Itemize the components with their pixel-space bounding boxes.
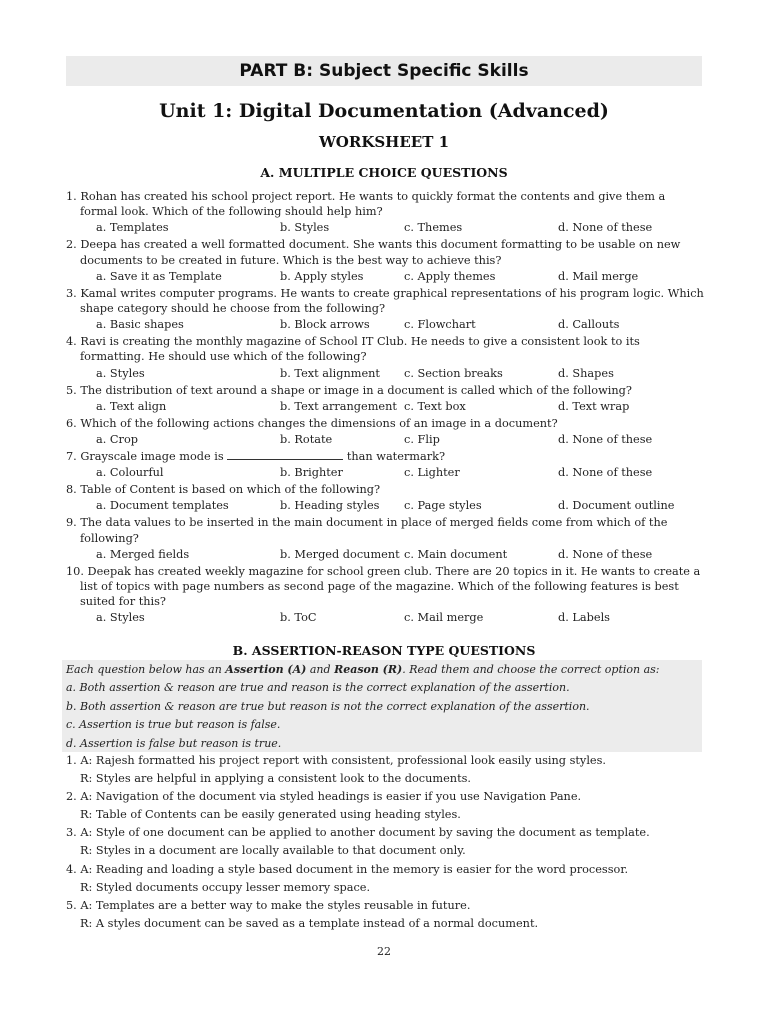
option-c: c. Main document bbox=[404, 547, 508, 561]
option-d: d. None of these bbox=[558, 433, 653, 447]
option-b: b. Block arrows bbox=[280, 318, 370, 332]
option-a: a. Merged fields bbox=[96, 547, 190, 561]
instruction-block bbox=[66, 661, 702, 753]
option-a: a. Save it as Template bbox=[96, 269, 222, 283]
question-stem: 9. The data values to be inserted in the main document in place of merged fields come from which of the following? bbox=[66, 516, 668, 545]
section-a-heading: A. MULTIPLE CHOICE QUESTIONS bbox=[260, 165, 508, 180]
reason-text: R: A styles document can be saved as a template instead of a normal document. bbox=[80, 916, 539, 930]
assertion-text: 2. A: Navigation of the document via styled headings is easier if you use Navigation Pane. bbox=[66, 790, 582, 804]
option-row bbox=[66, 268, 706, 286]
option-d: d. Document outline bbox=[558, 499, 675, 513]
option-b: b. Merged document bbox=[280, 547, 400, 561]
ar-question bbox=[66, 861, 706, 897]
question-stem: 1. Rohan has created his school project report. He wants to quickly format the contents and give them a formal look. Which of the following should help him? bbox=[66, 190, 666, 219]
assertion-text: 3. A: Style of one document can be applied to another document by saving the document as template. bbox=[66, 826, 650, 840]
fill-in-blank bbox=[227, 449, 343, 460]
mcq-question bbox=[66, 482, 706, 515]
question-stem: 4. Ravi is creating the monthly magazine of School IT Club. He needs to give a consistent look to its formatting. He should use which of the following? bbox=[66, 335, 640, 364]
option-a: a. Templates bbox=[96, 221, 169, 235]
option-b: b. ToC bbox=[280, 611, 317, 625]
mcq-question bbox=[66, 564, 706, 628]
reason-text: R: Styled documents occupy lesser memory space. bbox=[80, 880, 371, 894]
option-a: a. Colourful bbox=[96, 466, 164, 480]
option-c: c. Text box bbox=[404, 399, 466, 413]
mcq-question bbox=[66, 286, 706, 334]
question-stem: 5. The distribution of text around a shape or image in a document is called which of the following? bbox=[66, 383, 632, 397]
option-b: b. Heading styles bbox=[280, 499, 380, 513]
question-stem bbox=[66, 449, 706, 464]
option-d: d. None of these bbox=[558, 466, 653, 480]
worksheet-title: WORKSHEET 1 bbox=[318, 133, 450, 151]
option-c: c. Page styles bbox=[404, 499, 482, 513]
mcq-question bbox=[66, 237, 706, 285]
option-a: a. Crop bbox=[96, 433, 138, 447]
option-d: d. Shapes bbox=[558, 366, 614, 380]
instruction-text bbox=[66, 661, 702, 679]
assertion-reason-list bbox=[66, 752, 706, 933]
assertion-text: 1. A: Rajesh formatted his project report with consistent, professional look easily using styles. bbox=[66, 754, 607, 767]
option-c: c. Themes bbox=[404, 221, 463, 235]
option-d: d. Mail merge bbox=[558, 269, 639, 283]
question-stem: 6. Which of the following actions changes the dimensions of an image in a document? bbox=[66, 416, 558, 430]
choice-b: b. Both assertion & reason are true but reason is not the correct explanation of the assertion. bbox=[66, 699, 590, 713]
option-b: b. Text alignment bbox=[280, 366, 380, 380]
mcq-question bbox=[66, 515, 706, 563]
option-d: d. Callouts bbox=[558, 318, 620, 332]
mcq-question bbox=[66, 334, 706, 382]
stem-after-blank: than watermark? bbox=[346, 450, 446, 464]
option-c: c. Lighter bbox=[404, 466, 460, 480]
instruction-assertion: Assertion (A) bbox=[225, 663, 307, 676]
option-row bbox=[66, 316, 706, 334]
option-a: a. Styles bbox=[96, 611, 145, 625]
mcq-question bbox=[66, 449, 706, 482]
mcq-question bbox=[66, 189, 706, 237]
instruction-pre: Each question below has an bbox=[66, 663, 226, 676]
option-b: b. Rotate bbox=[280, 433, 333, 447]
reason-text: R: Styles in a document are locally available to that document only. bbox=[80, 844, 466, 858]
part-banner bbox=[66, 56, 702, 86]
option-row bbox=[66, 609, 706, 627]
option-row bbox=[66, 431, 706, 449]
option-a: a. Basic shapes bbox=[96, 318, 184, 332]
option-d: d. None of these bbox=[558, 221, 653, 235]
option-row bbox=[66, 464, 706, 482]
option-a: a. Text align bbox=[96, 399, 167, 413]
instruction-reason: Reason (R) bbox=[334, 663, 403, 676]
option-c: c. Section breaks bbox=[404, 366, 503, 380]
option-d: d. None of these bbox=[558, 547, 653, 561]
stem-before-blank: 7. Grayscale image mode is bbox=[66, 450, 224, 464]
instruction-post: . Read them and choose the correct option as: bbox=[402, 663, 660, 676]
reason-text: R: Table of Contents can be easily generated using heading styles. bbox=[80, 808, 461, 822]
option-b: b. Text arrangement bbox=[280, 399, 397, 413]
option-c: c. Flowchart bbox=[404, 318, 476, 332]
choice-d: d. Assertion is false but reason is true. bbox=[66, 736, 282, 750]
option-a: a. Document templates bbox=[96, 499, 229, 513]
option-b: b. Brighter bbox=[280, 466, 343, 480]
mcq-question bbox=[66, 416, 706, 449]
option-row bbox=[66, 546, 706, 564]
ar-question bbox=[66, 897, 706, 933]
option-b: b. Apply styles bbox=[280, 269, 364, 283]
option-c: c. Mail merge bbox=[404, 611, 484, 625]
reason-text: R: Styles are helpful in applying a consistent look to the documents. bbox=[80, 772, 471, 786]
question-stem: 10. Deepak has created weekly magazine for school green club. There are 20 topics in it. He wants to create a list of topics with page numbers as second page of the magazine. Which of the following features is best suited for this? bbox=[66, 564, 701, 609]
option-row bbox=[66, 497, 706, 515]
ar-question bbox=[66, 824, 706, 860]
section-b-heading: B. ASSERTION-REASON TYPE QUESTIONS bbox=[232, 643, 536, 658]
mcq-question bbox=[66, 383, 706, 416]
question-stem: 3. Kamal writes computer programs. He wants to create graphical representations of his program logic. Which shape category should he choose from the following? bbox=[66, 286, 704, 316]
mcq-list bbox=[66, 189, 706, 627]
option-b: b. Styles bbox=[280, 221, 330, 235]
choice-c: c. Assertion is true but reason is false. bbox=[66, 718, 281, 732]
option-d: d. Text wrap bbox=[558, 399, 630, 413]
option-row bbox=[66, 398, 706, 416]
page-number: 22 bbox=[377, 945, 391, 958]
ar-question bbox=[66, 752, 706, 788]
question-stem: 2. Deepa has created a well formatted document. She wants this document formatting to be usable on new documents to be created in future. Which is the best way to achieve this? bbox=[66, 238, 681, 267]
assertion-text: 4. A: Reading and loading a style based document in the memory is easier for the word processor. bbox=[66, 862, 629, 876]
instruction-mid: and bbox=[306, 663, 335, 676]
option-d: d. Labels bbox=[558, 611, 610, 625]
question-stem: 8. Table of Content is based on which of the following? bbox=[66, 483, 381, 497]
option-row bbox=[66, 365, 706, 383]
unit-title: Unit 1: Digital Documentation (Advanced) bbox=[159, 100, 609, 122]
option-a: a. Styles bbox=[96, 366, 145, 380]
option-c: c. Apply themes bbox=[404, 269, 496, 283]
part-title: PART B: Subject Specific Skills bbox=[239, 61, 529, 81]
assertion-text: 5. A: Templates are a better way to make the styles reusable in future. bbox=[66, 898, 471, 912]
ar-question bbox=[66, 788, 706, 824]
option-c: c. Flip bbox=[404, 433, 440, 447]
option-row bbox=[66, 219, 706, 237]
choice-a: a. Both assertion & reason are true and reason is the correct explanation of the assertion. bbox=[66, 681, 570, 695]
